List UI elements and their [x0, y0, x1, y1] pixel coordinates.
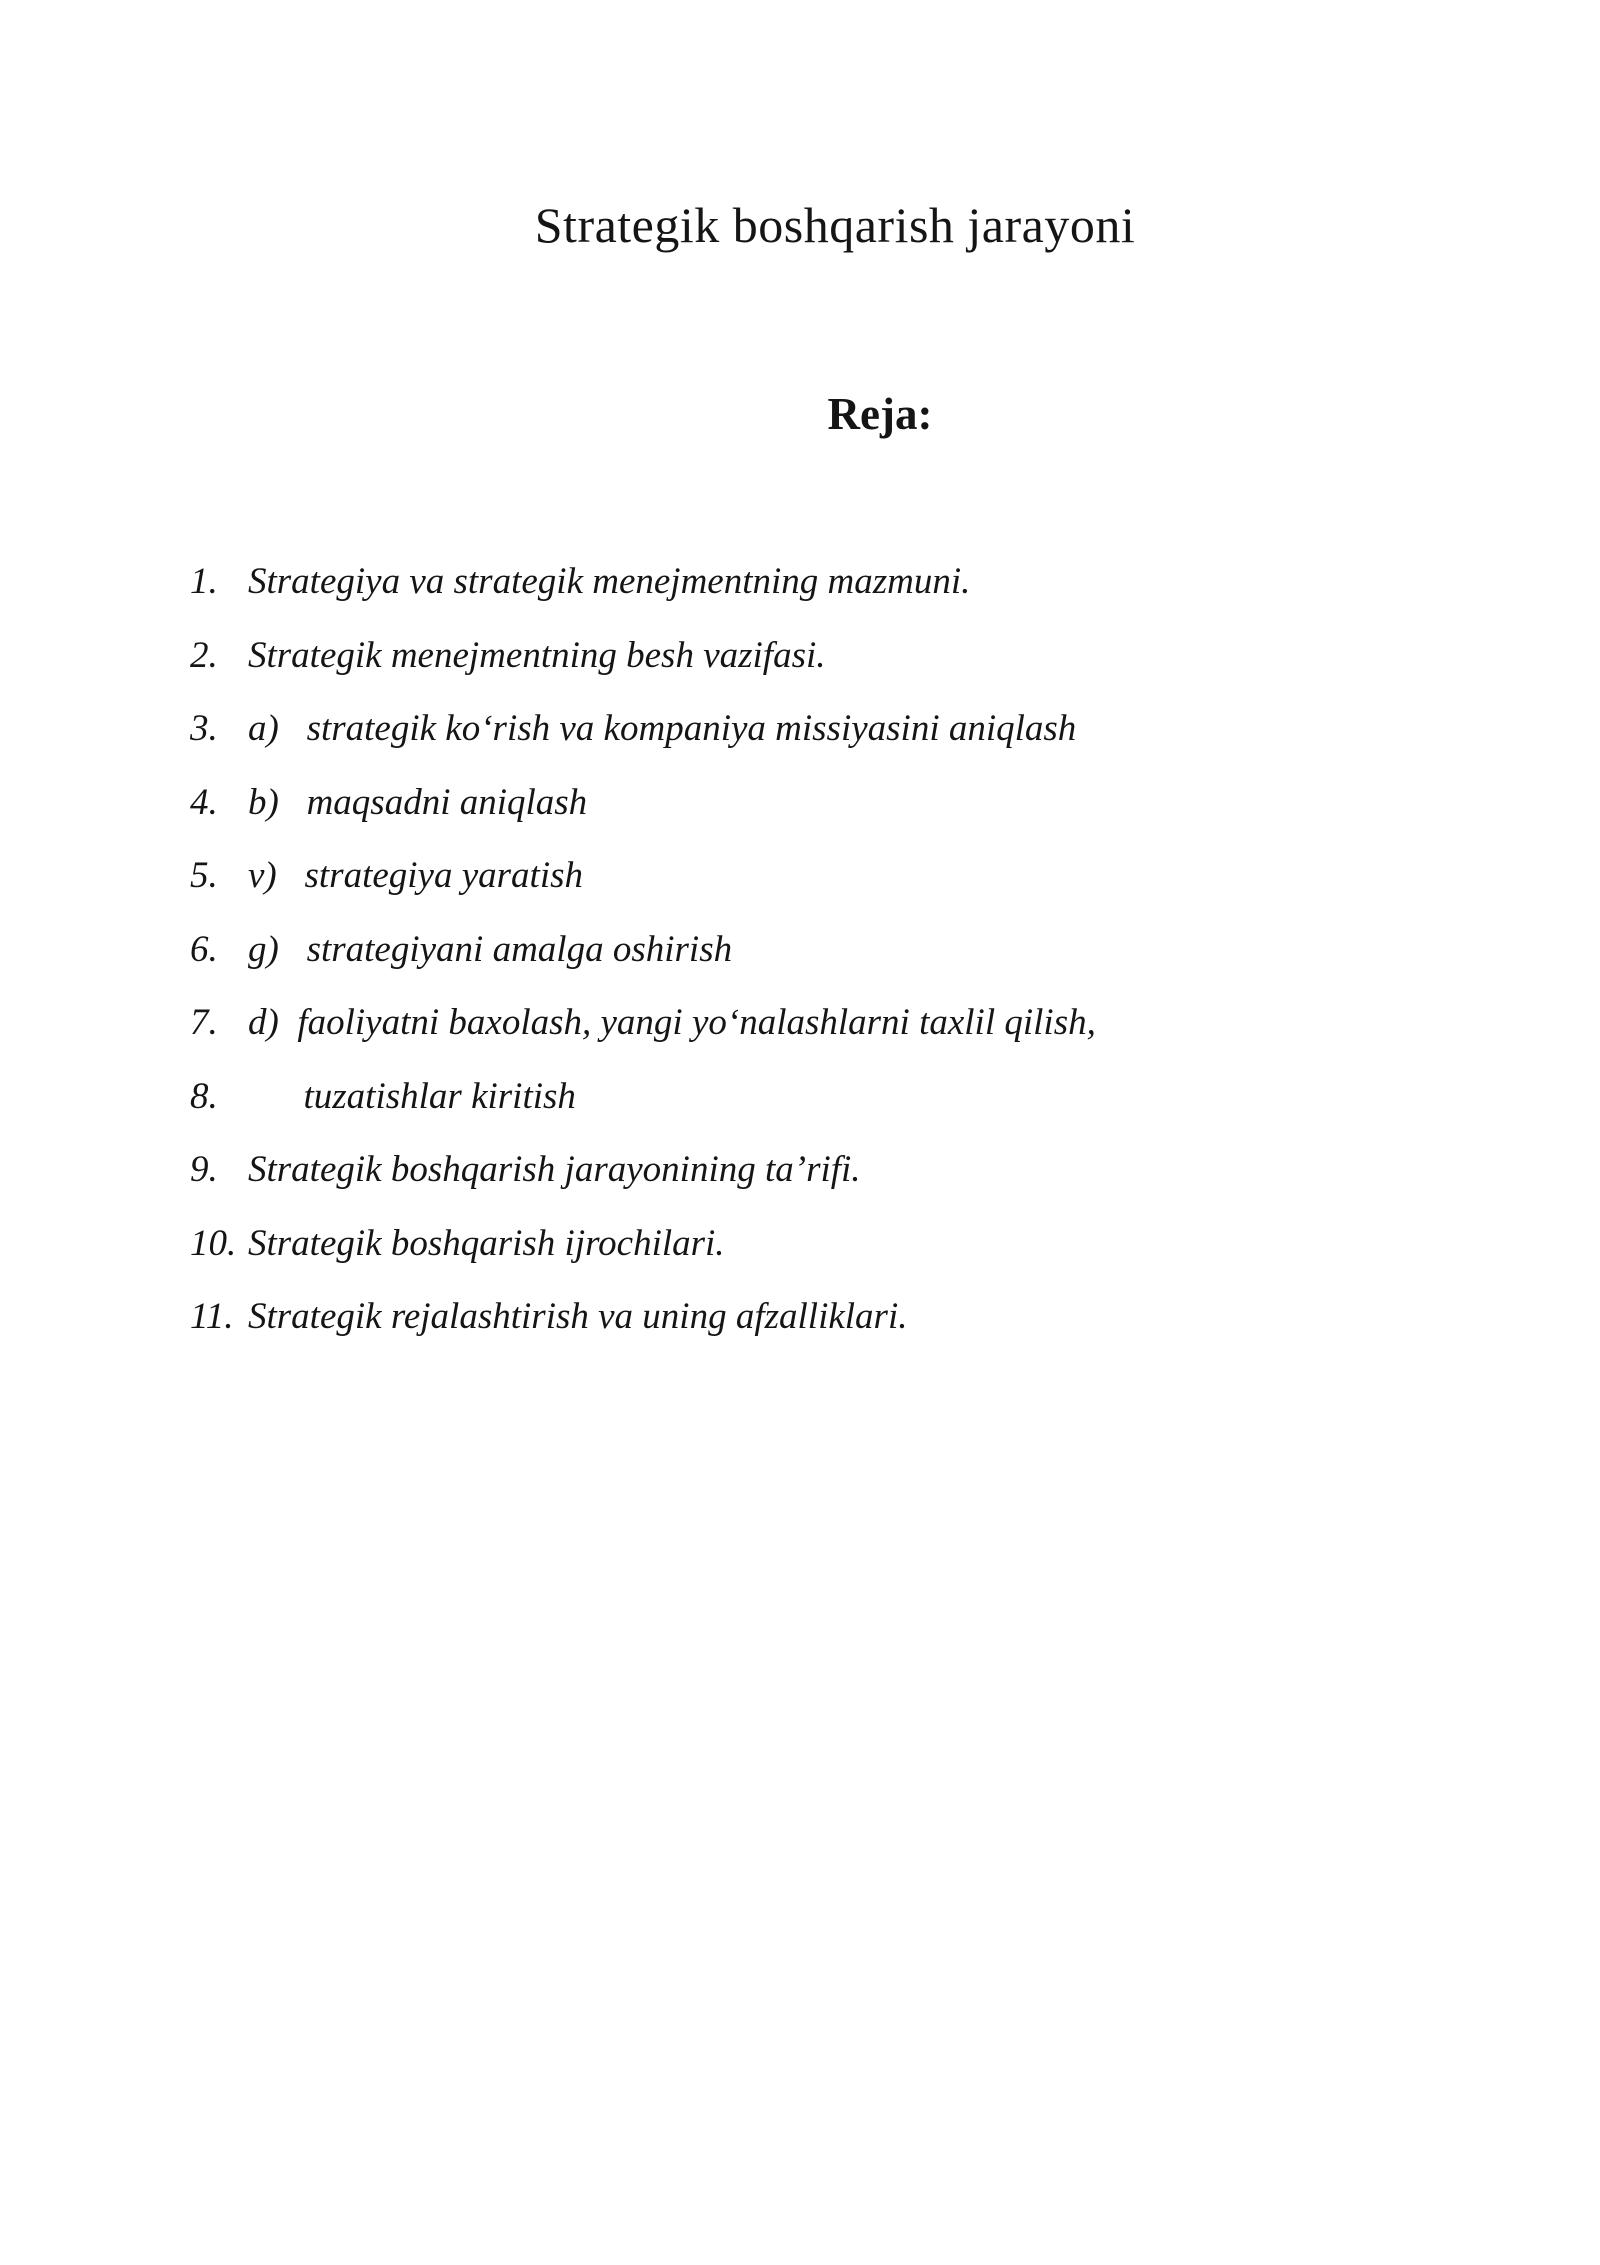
- item-text: tuzatishlar kiritish: [248, 1075, 576, 1117]
- item-number: 4.: [190, 781, 218, 823]
- list-item: [190, 1133, 1520, 1207]
- list-item: [190, 619, 1520, 693]
- item-number: 7.: [190, 1002, 218, 1043]
- list-item: [190, 986, 1520, 1060]
- item-text: Strategik boshqarish ijrochilari.: [248, 1222, 725, 1264]
- item-number: 1.: [190, 561, 218, 602]
- list-item: [190, 1060, 1520, 1134]
- item-text: Strategik boshqarish jarayonining ta’rifi.: [248, 1149, 861, 1190]
- plan-list: [190, 545, 1520, 1354]
- page-title: Strategik boshqarish jarayoni: [534, 197, 1136, 253]
- item-text: g) strategiyani amalga oshirish: [248, 928, 733, 970]
- list-item: [190, 839, 1520, 913]
- item-text: Strategik rejalashtirish va uning afzalliklari.: [248, 1296, 908, 1337]
- item-number: 8.: [190, 1075, 218, 1117]
- item-number: 10.: [190, 1222, 237, 1264]
- list-item: [190, 913, 1520, 987]
- item-text: Strategiya va strategik menejmentning mazmuni.: [248, 561, 971, 602]
- list-item: [190, 1207, 1520, 1281]
- list-item: [190, 545, 1520, 619]
- list-item: [190, 766, 1520, 840]
- item-text: v) strategiya yaratish: [248, 855, 584, 896]
- item-text: a) strategik koʻrish va kompaniya missiyasini aniqlash: [248, 708, 1077, 749]
- list-item: [190, 1280, 1520, 1354]
- item-text: d) faoliyatni baxolash, yangi yoʻnalashlarni taxlil qilish,: [248, 1002, 1096, 1043]
- item-number: 6.: [190, 928, 218, 970]
- item-number: 9.: [190, 1149, 218, 1190]
- document-page: [0, 195, 1600, 2265]
- item-text: Strategik menejmentning besh vazifasi.: [248, 634, 826, 676]
- item-number: 2.: [190, 634, 218, 676]
- item-number: 3.: [190, 708, 218, 749]
- list-item: [190, 692, 1520, 766]
- section-heading-reja: Reja:: [827, 389, 933, 439]
- item-number: 5.: [190, 855, 218, 896]
- item-text: b) maqsadni aniqlash: [248, 781, 588, 823]
- item-number: 11.: [190, 1296, 234, 1337]
